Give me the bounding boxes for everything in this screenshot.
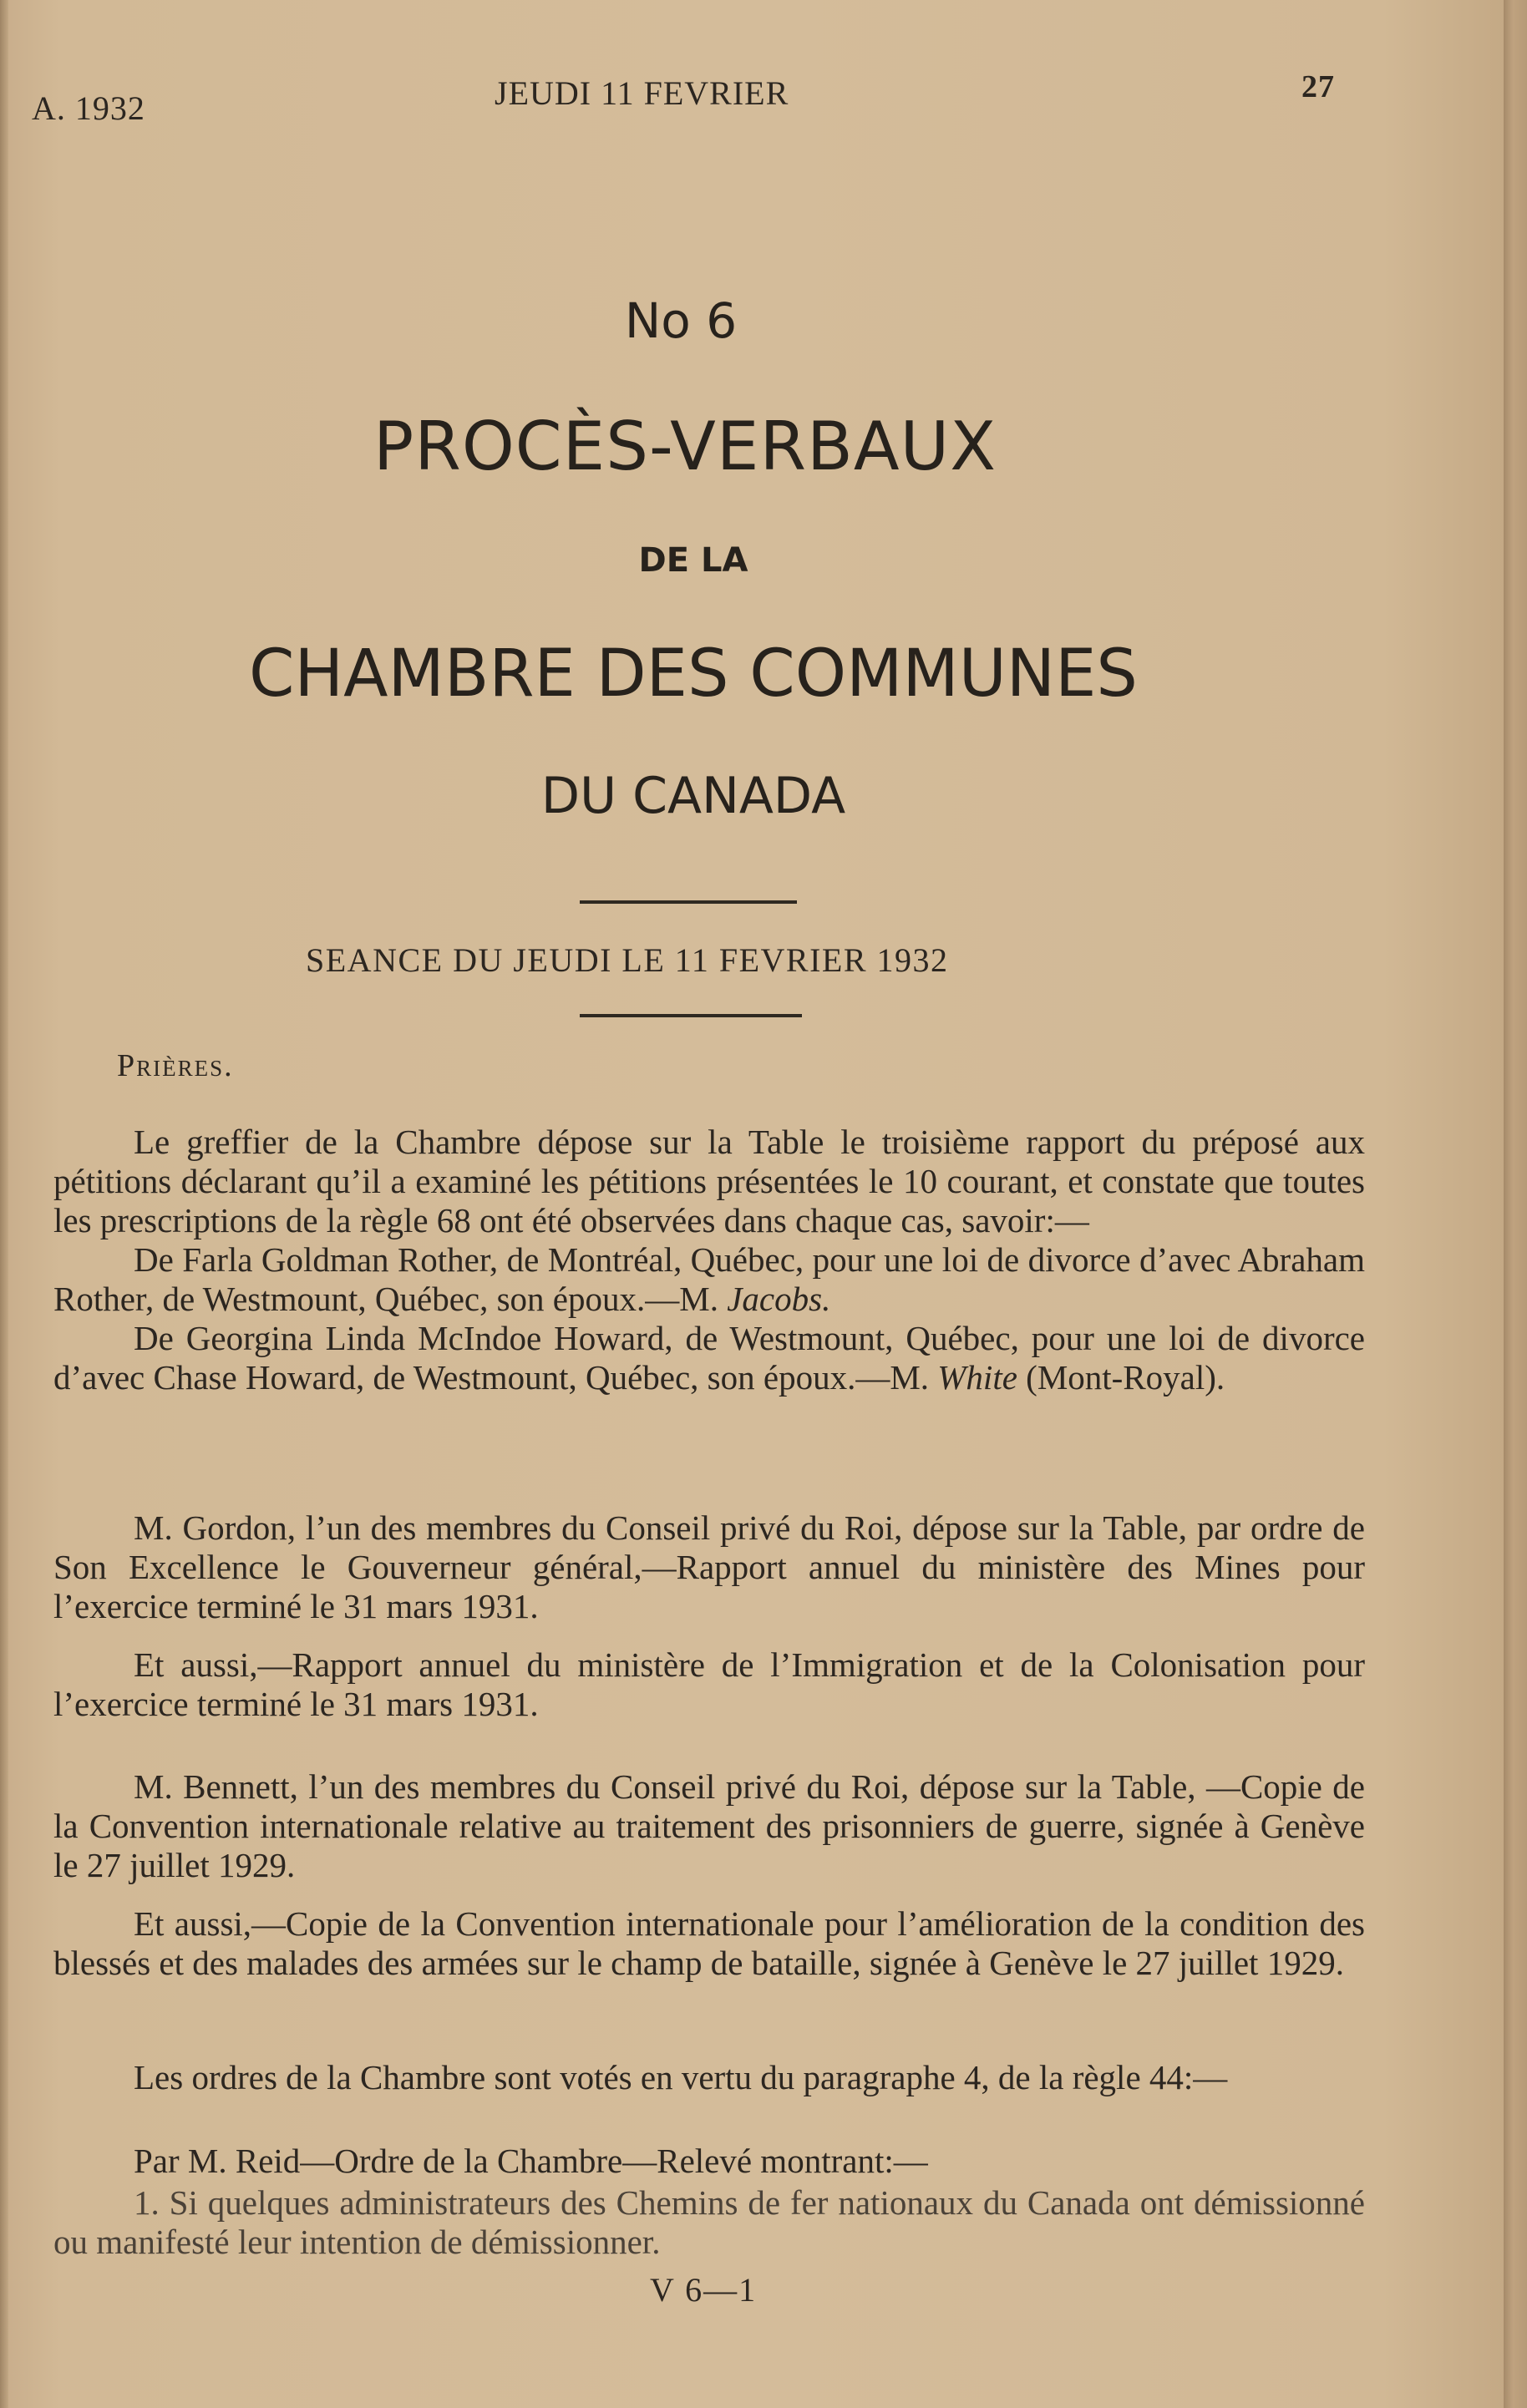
page-left-edge bbox=[0, 0, 8, 2408]
paragraph-convention bbox=[53, 1904, 1365, 1983]
paragraph-gordon-text: M. Gordon, l’un des membres du Conseil privé du Roi, dépose sur la Table, par ordre de Son Excellence le Gouverneur général,—Rapport annuel du ministère des Mines pour l’exercice terminé le 31 mars 1931. bbox=[53, 1508, 1365, 1625]
title-chambre: CHAMBRE DES COMMUNES bbox=[249, 636, 1138, 712]
title-proces-verbaux: PROCÈS-VERBAUX bbox=[373, 408, 997, 485]
prayers-heading: Prières. bbox=[117, 1048, 234, 1083]
paragraph-immigration bbox=[53, 1645, 1365, 1724]
petition-rother-member: Jacobs. bbox=[727, 1280, 831, 1318]
paragraph-orders-text: Les ordres de la Chambre sont votés en vertu du paragraphe 4, de la règle 44:— bbox=[134, 2058, 1228, 2096]
paragraph-petition-howard bbox=[53, 1319, 1365, 1397]
running-head-date: JEUDI 11 FEVRIER bbox=[495, 74, 789, 112]
paragraph-bennett bbox=[53, 1767, 1365, 1885]
running-head-year: A. 1932 bbox=[32, 89, 145, 127]
paragraph-reid-text: Par M. Reid—Ordre de la Chambre—Relevé montrant:— bbox=[134, 2142, 928, 2180]
paragraph-reid bbox=[53, 2142, 1365, 2181]
paragraph-orders bbox=[53, 2058, 1365, 2097]
paragraph-petitions-intro: Le greffier de la Chambre dépose sur la Table le troisième rapport du préposé aux pétitions déclarant qu’il a examiné les pétitions présentées le 10 courant, et constate que toutes les prescriptions de la règle 68 ont été observées dans chaque cas, savoir:— bbox=[53, 1123, 1365, 1239]
title-de-la: DE LA bbox=[638, 541, 748, 580]
paragraph-petition-rother bbox=[53, 1240, 1365, 1319]
issue-number: No 6 bbox=[624, 292, 738, 349]
page-number: 27 bbox=[1301, 69, 1335, 104]
petition-howard-riding: (Mont-Royal). bbox=[1017, 1358, 1225, 1397]
signature-mark: V 6—1 bbox=[650, 2271, 758, 2309]
divider-bottom bbox=[580, 1014, 802, 1017]
paragraph-bennett-text: M. Bennett, l’un des membres du Conseil privé du Roi, dépose sur la Table, —Copie de la Convention internationale relative au traitement des prisonniers de guerre, signée à Genève le 27 juillet 1929. bbox=[53, 1767, 1365, 1884]
title-canada: DU CANADA bbox=[540, 767, 846, 825]
petition-howard-text: De Georgina Linda McIndoe Howard, de Westmount, Québec, pour une loi de divorce d’avec Chase Howard, de Westmount, Québec, son époux.—M. bbox=[53, 1319, 1365, 1397]
divider-top bbox=[580, 900, 797, 904]
paragraph-immigration-text: Et aussi,—Rapport annuel du ministère de l’Immigration et de la Colonisation pour l’exercice terminé le 31 mars 1931. bbox=[53, 1645, 1365, 1723]
paragraph-convention-text: Et aussi,—Copie de la Convention internationale pour l’amélioration de la condition des blessés et des malades des armées sur le champ de bataille, signée à Genève le 27 juillet 1929. bbox=[53, 1904, 1365, 1982]
petitions-report bbox=[53, 1123, 1365, 1397]
session-heading: SEANCE DU JEUDI LE 11 FEVRIER 1932 bbox=[306, 941, 949, 979]
paragraph-gordon bbox=[53, 1508, 1365, 1626]
paragraph-item-1 bbox=[53, 2183, 1365, 2262]
petition-rother-text: De Farla Goldman Rother, de Montréal, Québec, pour une loi de divorce d’avec Abraham Rother, de Westmount, Québec, son époux.—M. bbox=[53, 1240, 1365, 1318]
page-right-edge bbox=[1504, 0, 1527, 2408]
paragraph-item-1-text: 1. Si quelques administrateurs des Chemins de fer nationaux du Canada ont démissionné ou manifesté leur intention de démissionner. bbox=[53, 2183, 1365, 2261]
petition-howard-member: White bbox=[937, 1358, 1017, 1397]
